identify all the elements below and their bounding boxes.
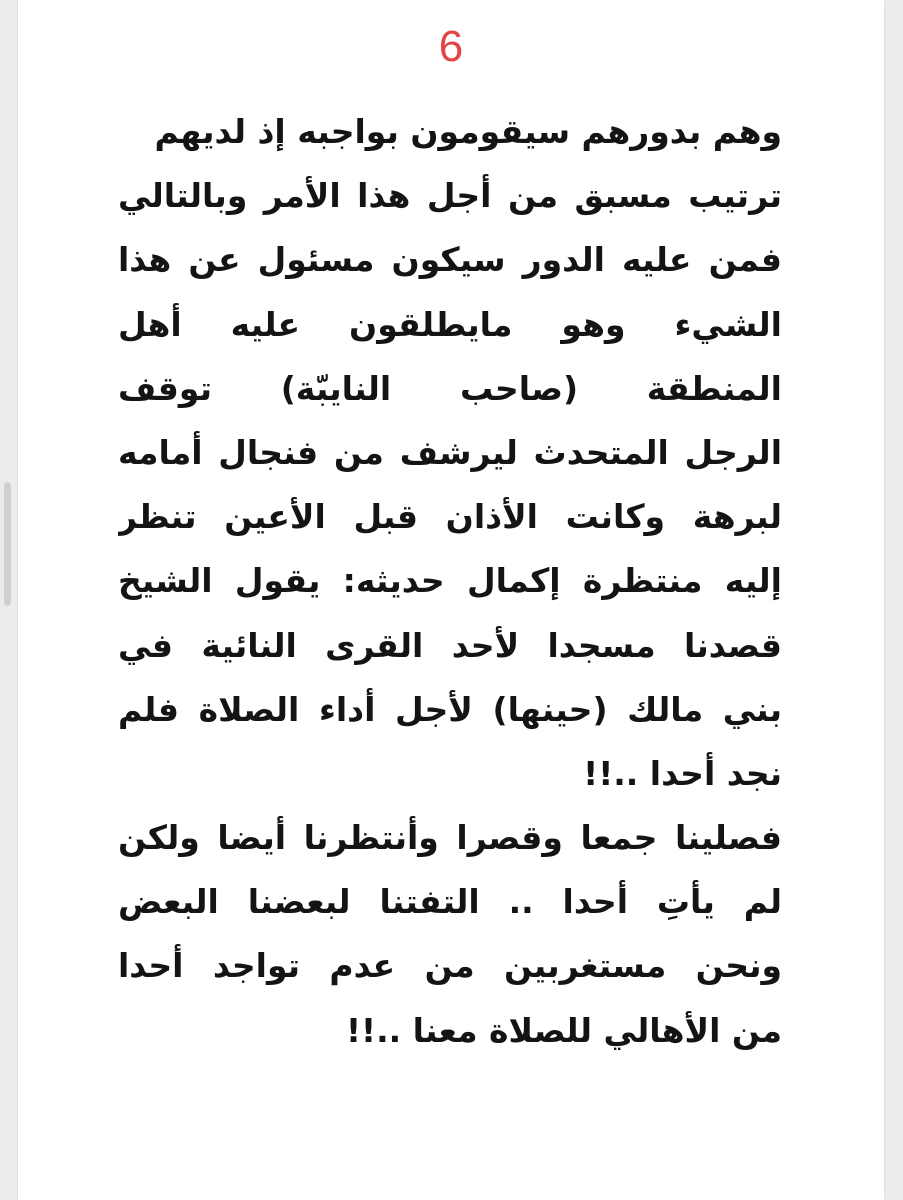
- text-line: المنطقة (صاحب النايبّة) توقف: [118, 368, 782, 408]
- text-line: إليه منتظرة إكمال حديثه: يقول الشيخ: [118, 561, 782, 601]
- text-line: فمن عليه الدور سيكون مسئول عن هذا: [118, 240, 782, 280]
- scrollbar-thumb[interactable]: [4, 482, 11, 606]
- text-line: وهم بدورهم سيقومون بواجبه إذ لديهم: [154, 112, 782, 151]
- text-line: بني مالك (حينها) لأجل أداء الصلاة فلم: [118, 689, 782, 729]
- text-line: ترتيب مسبق من أجل هذا الأمر وبالتالي: [118, 176, 782, 216]
- text-line: الرجل المتحدث ليرشف من فنجال أمامه: [118, 432, 782, 472]
- text-line: لبرهة وكانت الأذان قبل الأعين تنظر: [118, 497, 782, 537]
- text-line: نجد أحدا ..!!: [583, 753, 782, 793]
- page-number: 6: [438, 22, 464, 71]
- text-line: ونحن مستغربين من عدم تواجد أحدا: [118, 946, 782, 986]
- body-text: [118, 100, 782, 1063]
- text-line: فصلينا جمعا وقصرا وأنتظرنا أيضا ولكن: [118, 818, 782, 858]
- text-line: قصدنا مسجدا لأحد القرى النائية في: [118, 625, 782, 665]
- document-page: [18, 0, 884, 1200]
- text-line: من الأهالي للصلاة معنا ..!!: [345, 1010, 782, 1050]
- text-line: لم يأتِ أحدا .. التفتنا لبعضنا البعض: [118, 882, 782, 922]
- text-line: الشيء وهو مايطلقون عليه أهل: [118, 304, 782, 344]
